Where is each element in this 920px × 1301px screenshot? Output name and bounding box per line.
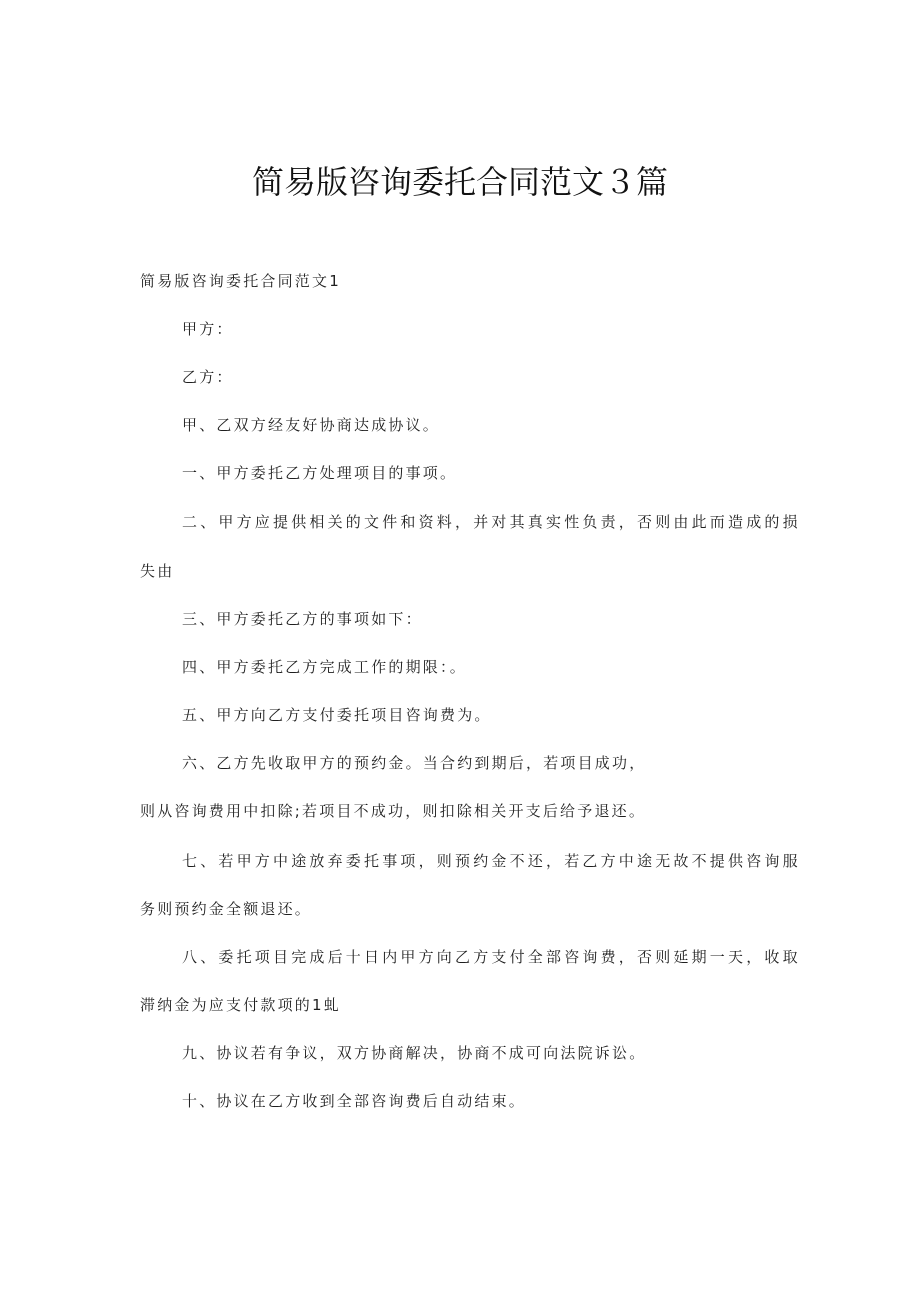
clause-1: 一、甲方委托乙方处理项目的事项。 <box>182 464 458 482</box>
intro-paragraph: 甲、乙双方经友好协商达成协议。 <box>182 416 441 434</box>
clause-9: 九、协议若有争议，双方协商解决，协商不成可向法院诉讼。 <box>182 1044 647 1062</box>
clause-6-line-2: 则从咨询费用中扣除;若项目不成功，则扣除相关开支后给予退还。 <box>140 802 647 820</box>
clause-7-line-2: 务则预约金全额退还。 <box>140 900 313 918</box>
clause-4: 四、甲方委托乙方完成工作的期限：。 <box>182 658 467 676</box>
clause-8-line-2: 滞纳金为应支付款项的1虬 <box>140 996 341 1014</box>
clause-5: 五、甲方向乙方支付委托项目咨询费为。 <box>182 706 492 724</box>
party-a-line: 甲方： <box>182 320 234 338</box>
clause-7-line-1: 七、若甲方中途放弃委托事项，则预约金不还，若乙方中途无故不提供咨询服 <box>182 852 801 870</box>
document-title: 简易版咨询委托合同范文３篇 <box>251 163 668 201</box>
clause-10: 十、协议在乙方收到全部咨询费后自动结束。 <box>182 1092 527 1110</box>
contract-heading: 简易版咨询委托合同范文1 <box>140 272 341 290</box>
clause-8-line-1: 八、委托项目完成后十日内甲方向乙方支付全部咨询费，否则延期一天，收取 <box>182 948 801 966</box>
clause-3: 三、甲方委托乙方的事项如下： <box>182 610 423 628</box>
clause-6-line-1: 六、乙方先收取甲方的预约金。当合约到期后，若项目成功， <box>182 754 647 772</box>
party-b-line: 乙方： <box>182 368 234 386</box>
clause-2-line-2: 失由 <box>140 562 175 580</box>
clause-2-line-1: 二、甲方应提供相关的文件和资料，并对其真实性负责，否则由此而造成的损 <box>182 513 801 531</box>
